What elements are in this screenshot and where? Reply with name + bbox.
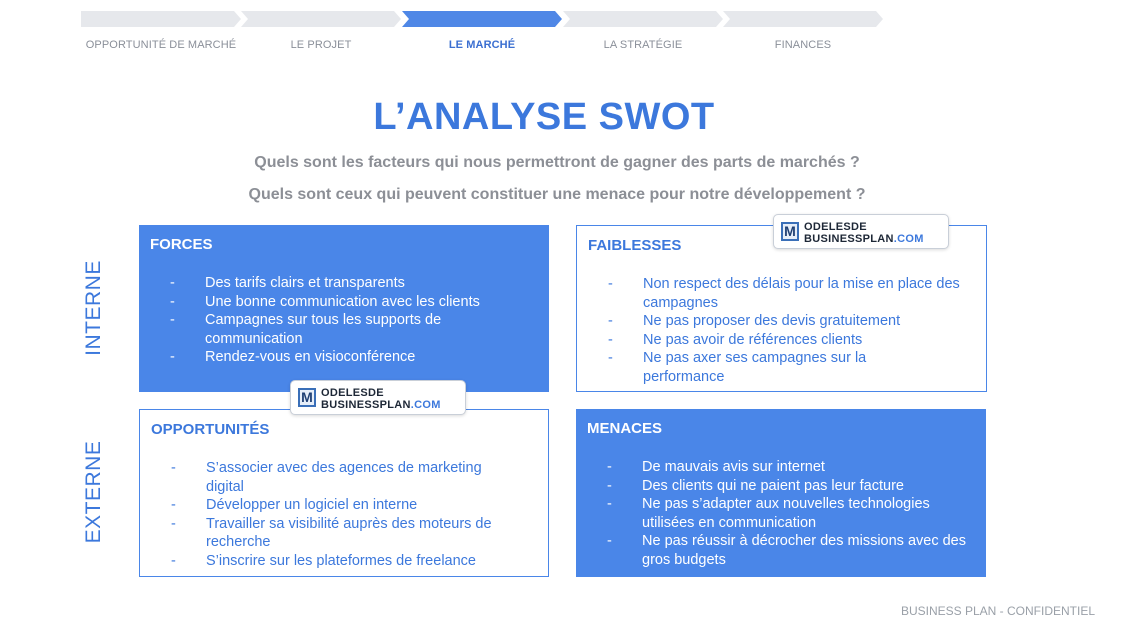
list-item [607, 477, 966, 496]
bullet-dash: - [608, 350, 613, 366]
bullet-dash: - [607, 477, 612, 494]
subtitle-question-2: Quels sont ceux qui peuvent constituer une menace pour notre développement ? [248, 186, 866, 203]
step-label-marche[interactable]: LE MARCHÉ [448, 39, 516, 51]
list-item [607, 495, 966, 532]
list-item [170, 311, 529, 348]
forces-item-text: Une bonne communication avec les clients [205, 293, 480, 310]
list-item [608, 312, 966, 331]
list-item [171, 552, 528, 571]
progress-steps [81, 11, 883, 57]
list-item [608, 349, 966, 386]
logo-line-2-suffix: .COM [893, 233, 924, 245]
forces-item-text: Des tarifs clairs et transparents [205, 275, 405, 291]
menaces-item-text: De mauvais avis sur internet [642, 459, 825, 475]
bullet-dash: - [171, 460, 176, 476]
bullet-dash: - [608, 276, 613, 292]
list-item [171, 459, 528, 496]
logo-text [804, 221, 924, 245]
watermark-logo-top [773, 214, 949, 249]
forces-item-text: Rendez-vous en visioconférence [205, 349, 416, 365]
footer-confidential: BUSINESS PLAN - CONFIDENTIEL [900, 604, 1095, 618]
list-item [171, 496, 528, 515]
step-chevron-2[interactable] [241, 11, 401, 27]
step-chevron-4[interactable] [563, 11, 723, 27]
list-item [171, 515, 528, 552]
opportunites-item-text: Développer un logiciel en interne [206, 497, 418, 513]
opportunites-item-text: S’inscrire sur les plateformes de freelance [206, 552, 476, 569]
logo-line-2 [321, 399, 441, 411]
menaces-item-text: Ne pas s’adapter aux nouvelles technologies utilisées en communication [642, 496, 930, 531]
faiblesses-item-text: Non respect des délais pour la mise en place des campagnes [643, 276, 960, 311]
step-label-finances[interactable]: FINANCES [774, 39, 832, 51]
step-label-projet[interactable]: LE PROJET [290, 39, 352, 51]
swot-opportunites [139, 409, 549, 577]
page-title: L’ANALYSE SWOT [373, 96, 715, 138]
logo-line-2-main: BUSINESSPLAN [321, 399, 411, 411]
logo-m-icon: M [298, 388, 316, 407]
bullet-dash: - [171, 497, 176, 513]
faiblesses-item-text: Ne pas axer ses campagnes sur la performance [643, 350, 867, 385]
faiblesses-list [608, 275, 966, 386]
logo-line-2-main: BUSINESSPLAN [804, 233, 894, 245]
logo-line-2 [804, 233, 924, 245]
step-chevron-5[interactable] [723, 11, 883, 27]
logo-line-1: ODELESDE [804, 221, 867, 233]
forces-list [170, 274, 529, 367]
opportunites-list [171, 459, 528, 570]
side-label-externe: EXTERNE [82, 440, 105, 544]
list-item [608, 331, 966, 350]
opportunites-item-text: Travailler sa visibilité auprès des moteurs de recherche [206, 515, 492, 550]
menaces-list [607, 458, 966, 569]
swot-menaces [576, 409, 986, 577]
step-chevron-3[interactable] [402, 11, 562, 27]
faiblesses-title: FAIBLESSES [588, 237, 682, 254]
list-item [170, 293, 529, 312]
list-item [608, 275, 966, 312]
side-label-interne: INTERNE [82, 260, 105, 356]
forces-item-text: Campagnes sur tous les supports de communication [205, 312, 442, 347]
watermark-logo-middle [290, 380, 466, 415]
opportunites-title: OPPORTUNITÉS [151, 421, 270, 438]
bullet-dash: - [607, 533, 612, 549]
logo-m-icon: M [781, 222, 799, 241]
step-chevron-1[interactable] [81, 11, 241, 27]
bullet-dash: - [171, 552, 176, 569]
subtitle-question-1: Quels sont les facteurs qui nous permettront de gagner des parts de marchés ? [254, 154, 860, 171]
logo-line-2-suffix: .COM [410, 399, 441, 411]
forces-title: FORCES [150, 236, 213, 253]
list-item [170, 274, 529, 293]
list-item [607, 458, 966, 477]
swot-forces [139, 225, 549, 392]
bullet-dash: - [170, 312, 175, 328]
bullet-dash: - [608, 313, 613, 329]
bullet-dash: - [607, 459, 612, 475]
bullet-dash: - [170, 293, 175, 310]
faiblesses-item-text: Ne pas avoir de références clients [643, 331, 863, 348]
bullet-dash: - [170, 349, 175, 365]
menaces-title: MENACES [587, 420, 663, 437]
faiblesses-item-text: Ne pas proposer des devis gratuitement [643, 313, 901, 329]
bullet-dash: - [607, 496, 612, 512]
step-label-strategie[interactable]: LA STRATÉGIE [603, 39, 683, 51]
bullet-dash: - [608, 331, 613, 348]
swot-faiblesses [576, 225, 987, 392]
bullet-dash: - [171, 515, 176, 532]
list-item [607, 532, 966, 569]
step-label-opportunite[interactable]: OPPORTUNITÉ DE MARCHÉ [85, 39, 237, 51]
menaces-item-text: Des clients qui ne paient pas leur facture [642, 477, 904, 494]
opportunites-item-text: S’associer avec des agences de marketing digital [206, 460, 482, 495]
logo-line-1: ODELESDE [321, 387, 384, 399]
bullet-dash: - [170, 275, 175, 291]
menaces-item-text: Ne pas réussir à décrocher des missions avec des gros budgets [642, 533, 966, 568]
logo-text [321, 387, 441, 411]
list-item [170, 348, 529, 367]
